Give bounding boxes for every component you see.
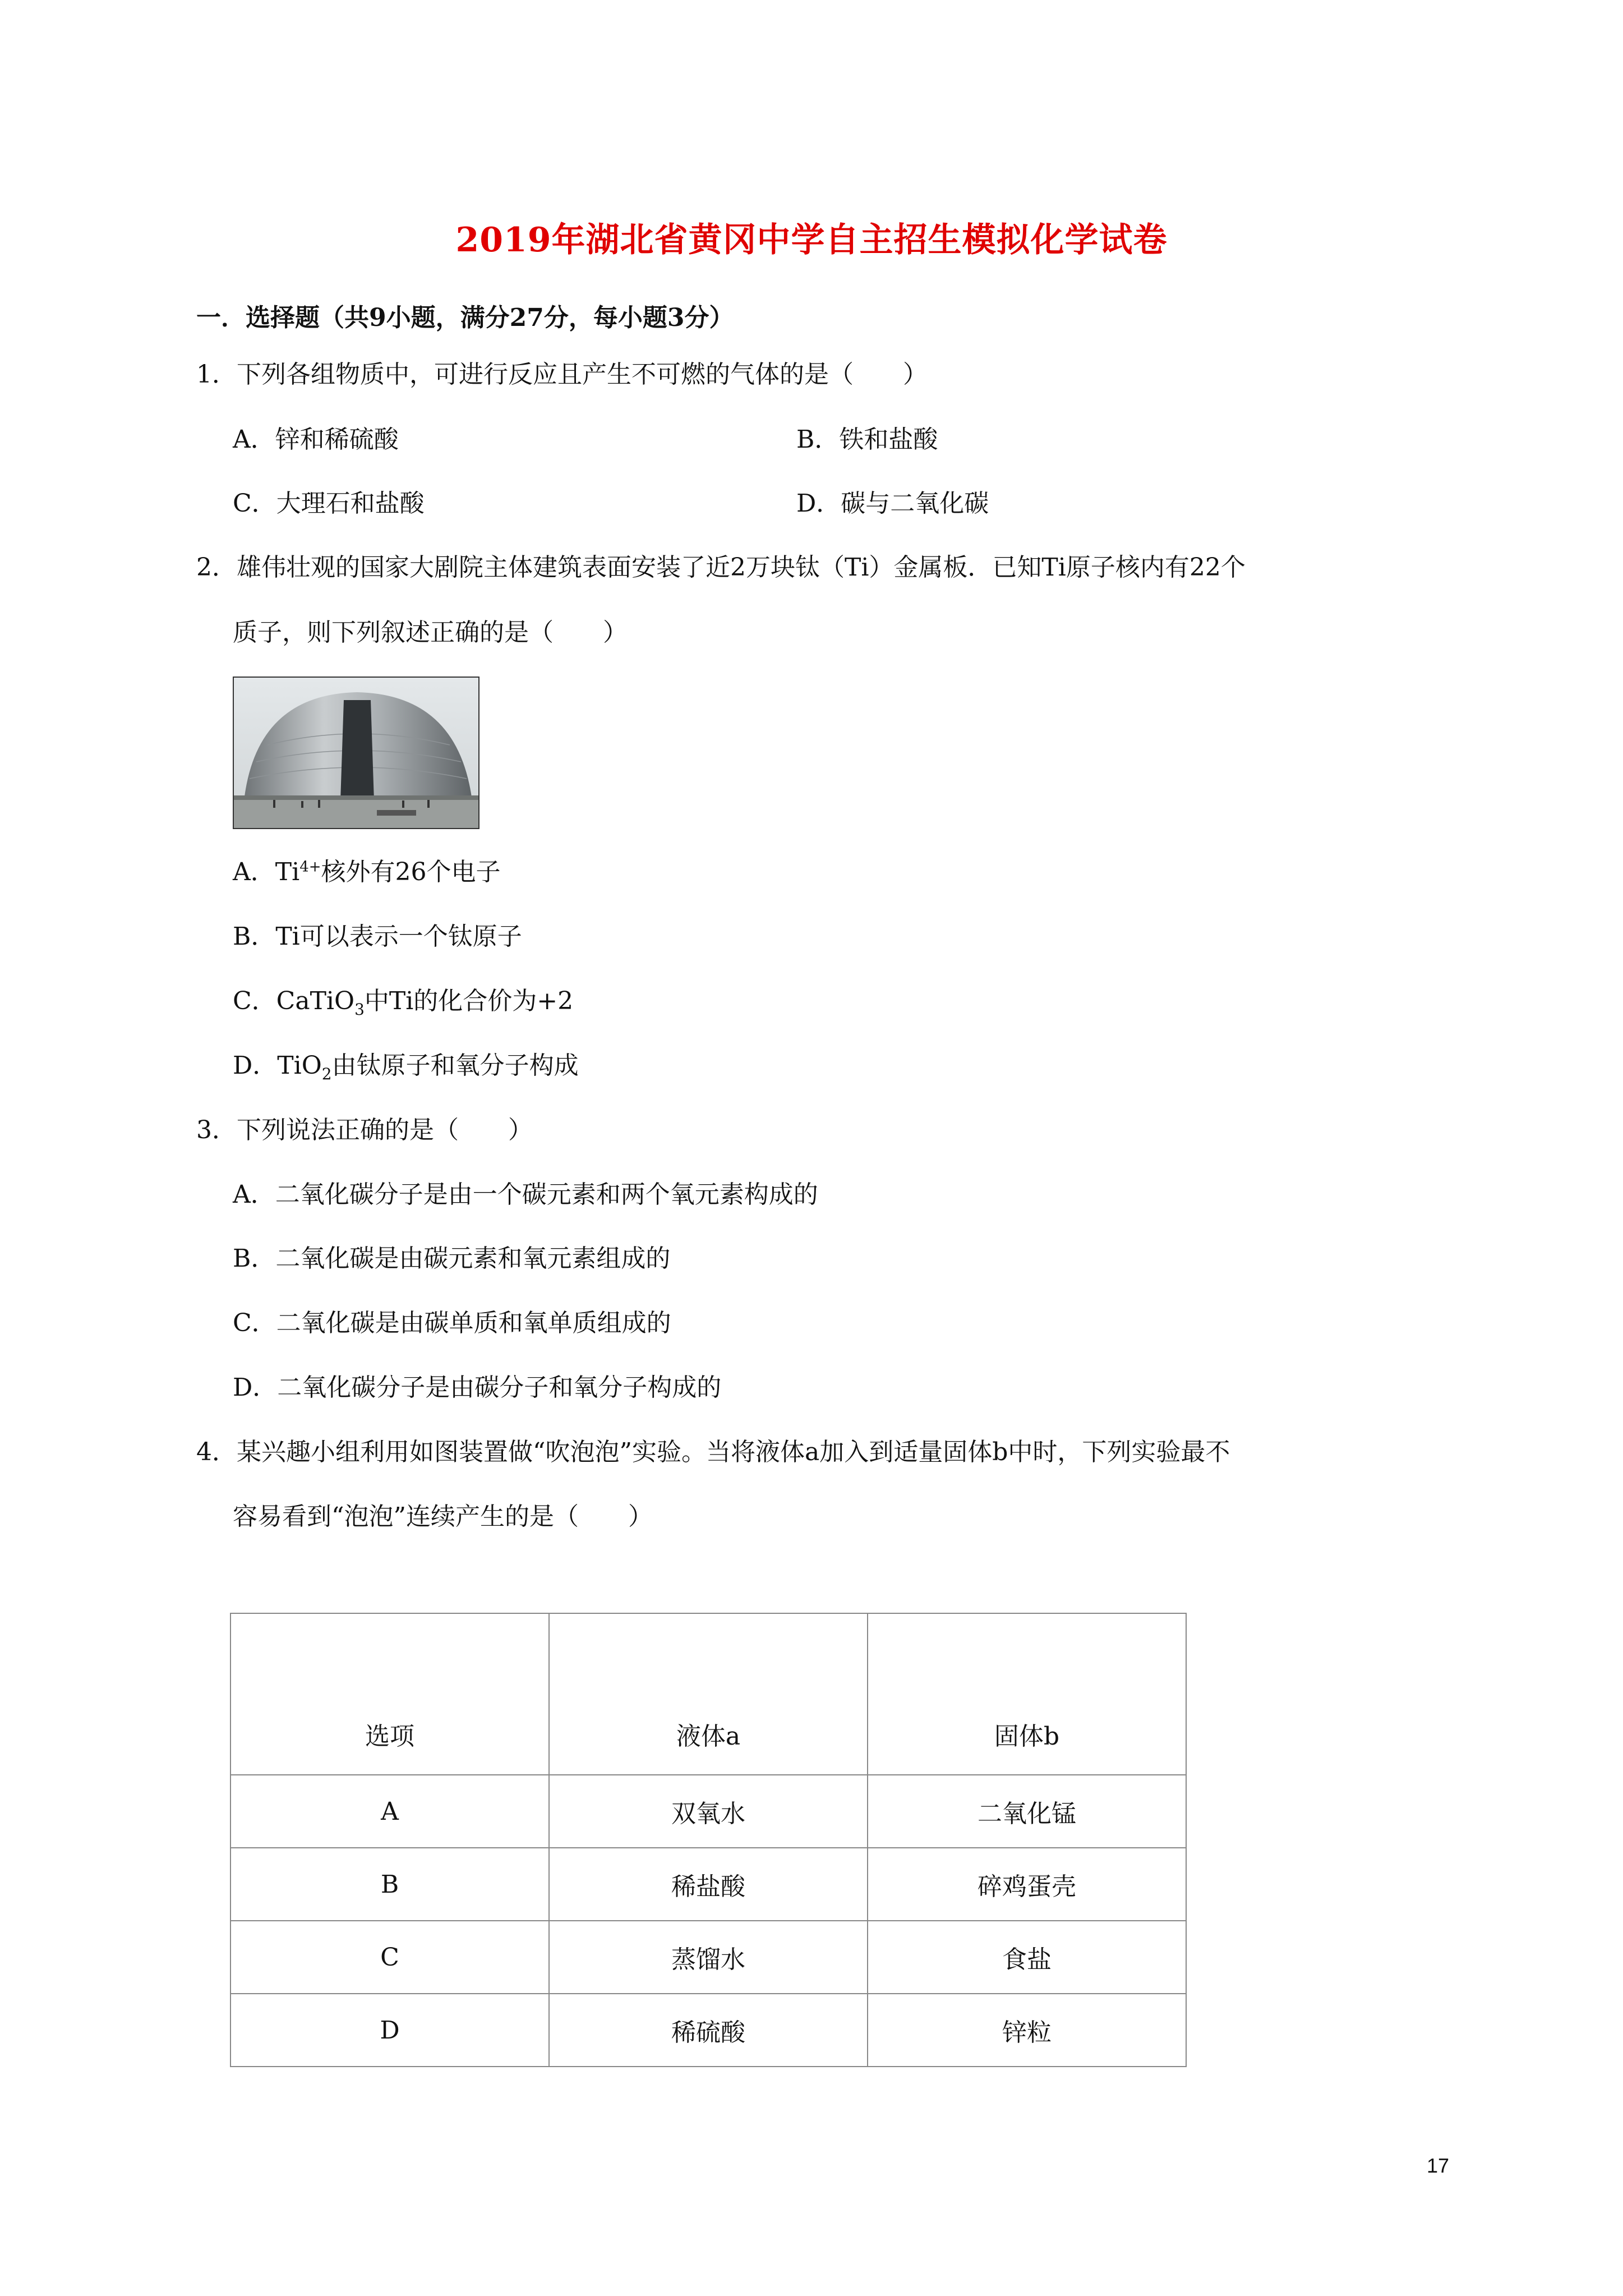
q2-option-d (233, 1051, 579, 1083)
q1-option-a: A．锌和稀硫酸 (233, 425, 399, 454)
table-cell: C (230, 1921, 549, 1994)
table-row (230, 1848, 1186, 1921)
table-row (230, 1775, 1186, 1848)
table-header-cell: 固体b (868, 1613, 1186, 1775)
q4-stem-line1: 4．某兴趣小组利用如图装置做“吹泡泡”实验。当将液体a加入到适量固体b中时，下列实验最不 (196, 1438, 1230, 1466)
q2-stem-line2: 质子，则下列叙述正确的是（ ） (233, 618, 628, 647)
table-cell: 稀硫酸 (549, 1994, 868, 2067)
q2-option-a-text: 核外有26个电子 (321, 858, 501, 886)
table-cell: 碎鸡蛋壳 (868, 1848, 1186, 1921)
table-cell: 食盐 (868, 1921, 1186, 1994)
page-title: 2019年湖北省黄冈中学自主招生模拟化学试卷 (455, 220, 1168, 260)
q2-option-c-prefix: C．CaTiO (233, 987, 355, 1015)
q1-option-d: D．碳与二氧化碳 (796, 489, 989, 518)
table-cell: 锌粒 (868, 1994, 1186, 2067)
q2-option-d-text: 由钛原子和氧分子构成 (331, 1051, 579, 1080)
q1-stem: 1．下列各组物质中，可进行反应且产生不可燃的气体的是（ ） (196, 360, 928, 389)
q2-option-c-subscript: 3 (354, 1000, 365, 1019)
q2-option-c-text: 中Ti的化合价为+2 (364, 987, 574, 1015)
q1-option-c: C．大理石和盐酸 (233, 489, 425, 518)
q2-option-c (233, 987, 574, 1019)
q4-stem-line2: 容易看到“泡泡”连续产生的是（ ） (233, 1502, 653, 1531)
q2-option-a-superscript: 4+ (299, 858, 321, 876)
q2-option-d-subscript: 2 (321, 1064, 332, 1083)
table-cell: 双氧水 (549, 1775, 868, 1848)
table-cell: 二氧化锰 (868, 1775, 1186, 1848)
q2-option-b: B．Ti可以表示一个钛原子 (233, 922, 522, 951)
national-theater-photo (233, 677, 479, 829)
page-number: 17 (1426, 2154, 1449, 2177)
table-header-cell: 液体a (549, 1613, 868, 1775)
table-cell: 蒸馏水 (549, 1921, 868, 1994)
q2-option-a-prefix: A．Ti (233, 858, 300, 886)
q2-stem-line1: 2．雄伟壮观的国家大剧院主体建筑表面安装了近2万块钛（Ti）金属板．已知Ti原子核内有22个 (196, 553, 1246, 582)
table-row (230, 1994, 1186, 2067)
q2-option-a (233, 860, 501, 885)
q3-stem: 3．下列说法正确的是（ ） (196, 1116, 533, 1144)
table-cell: A (230, 1775, 549, 1848)
q2-option-d-prefix: D．TiO (233, 1051, 322, 1080)
table-cell: D (230, 1994, 549, 2067)
q3-option-a: A．二氧化碳分子是由一个碳元素和两个氧元素构成的 (233, 1180, 818, 1209)
q3-option-c: C．二氧化碳是由碳单质和氧单质组成的 (233, 1309, 671, 1337)
section-heading: 一．选择题（共9小题，满分27分，每小题3分） (196, 303, 734, 332)
table-row (230, 1921, 1186, 1994)
q1-option-b: B．铁和盐酸 (796, 425, 938, 454)
q4-options-table (230, 1613, 1187, 2067)
table-header-row (230, 1613, 1186, 1775)
table-header-cell: 选项 (230, 1613, 549, 1775)
table-cell: B (230, 1848, 549, 1921)
q3-option-b: B．二氧化碳是由碳元素和氧元素组成的 (233, 1244, 671, 1273)
table-cell: 稀盐酸 (549, 1848, 868, 1921)
q3-option-d: D．二氧化碳分子是由碳分子和氧分子构成的 (233, 1373, 722, 1402)
